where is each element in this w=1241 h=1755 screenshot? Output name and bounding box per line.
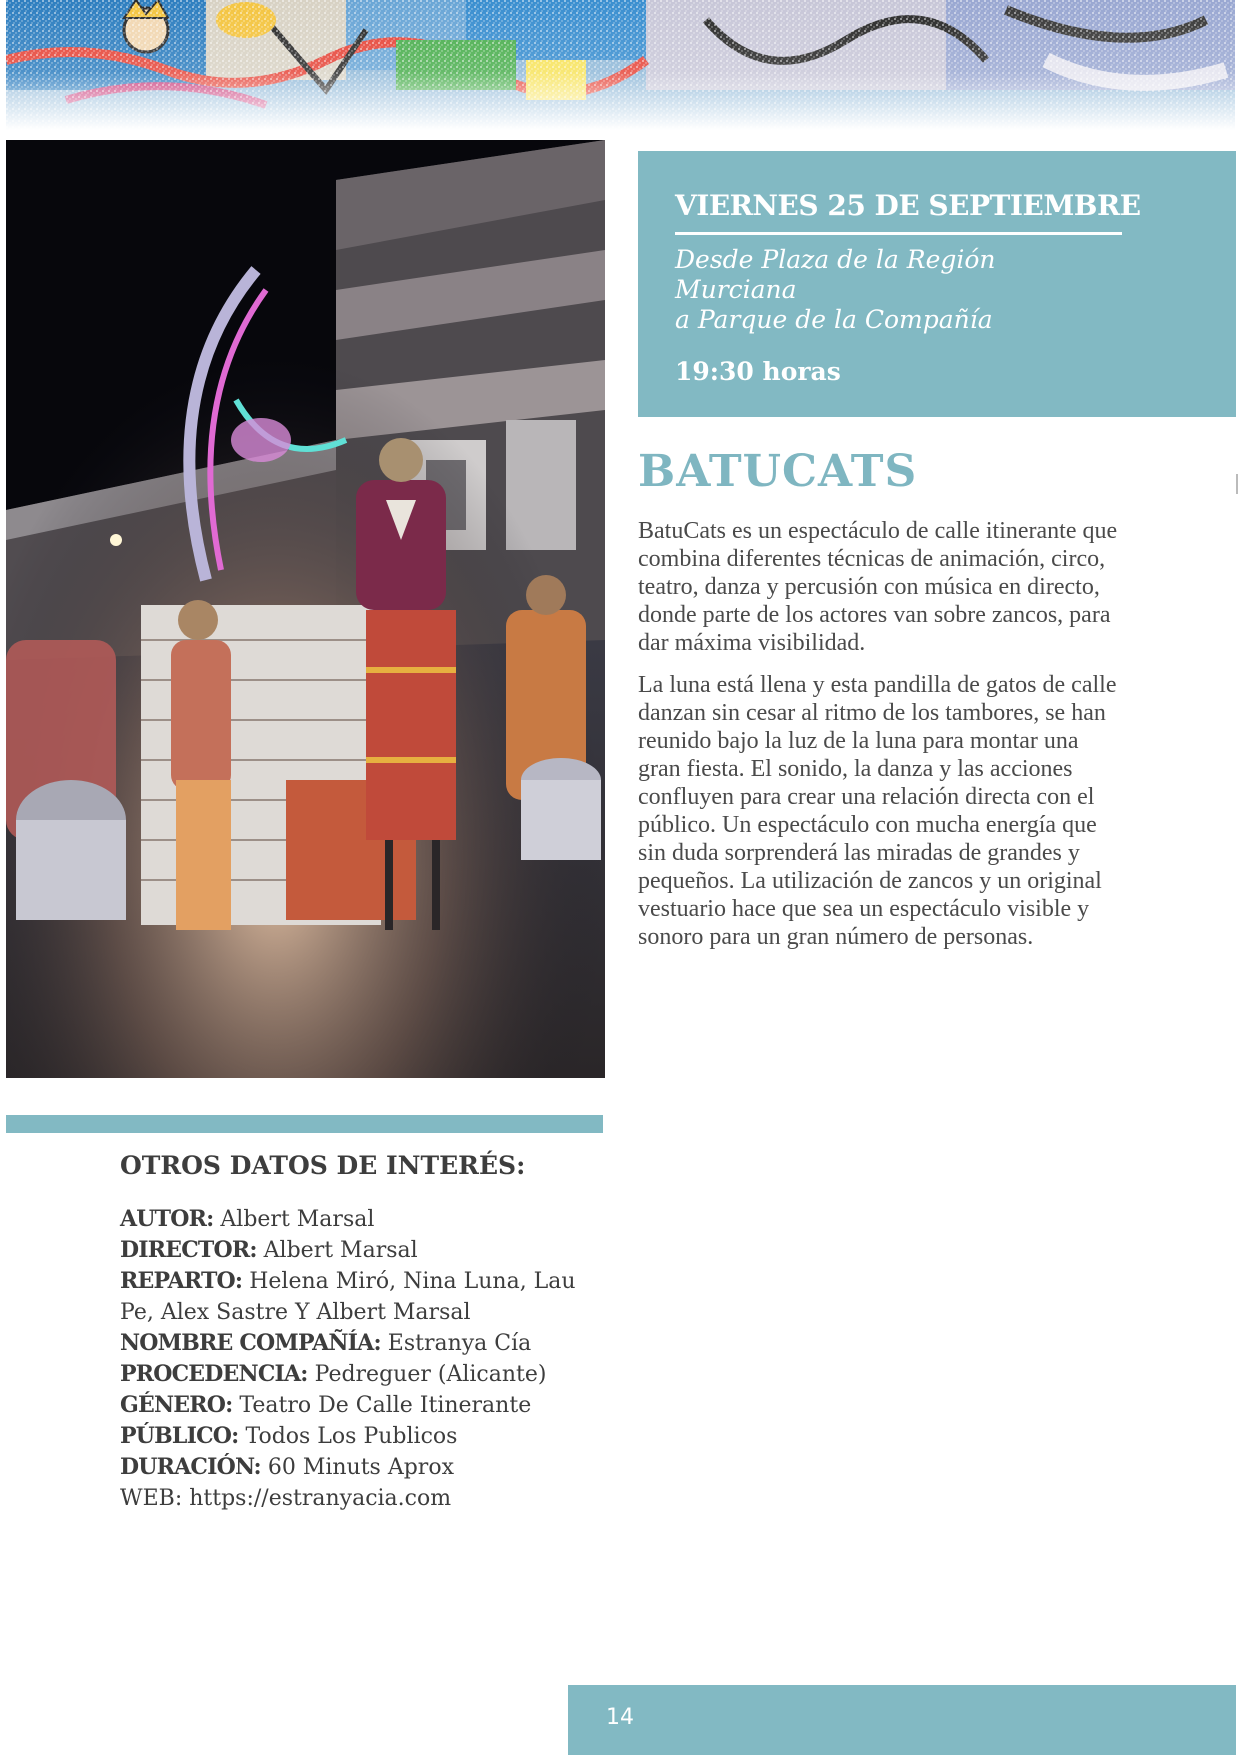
autor-row <box>120 1204 610 1235</box>
footer-bar <box>568 1685 1236 1755</box>
reparto-value: Helena Miró, Nina Luna, Lau Pe, Alex Sastre Y Albert Marsal <box>120 1269 576 1325</box>
description-paragraph-2: La luna está llena y esta pandilla de gatos de calle danzan sin cesar al ritmo de los tambores, se han reunido bajo la luz de la luna para montar una gran fiesta. El sonido, la danza y las acciones confluyen para crear una relación directa con el público. Un espectáculo con mucha energía que sin duda sorprenderá las miradas de grandes y pequeños. La utilización de zancos y un original vestuario hace que sea un espectáculo visible y sonoro para un gran número de personas. <box>638 672 1117 950</box>
other-data-list <box>120 1204 610 1514</box>
publico-label: PÚBLICO: <box>120 1423 239 1449</box>
description-paragraph-1: BatuCats es un espectáculo de calle itinerante que combina diferentes técnicas de animación, circo, teatro, danza y percusión con música en directo, donde parte de los actores van sobre zancos, para dar máxima visibilidad. <box>638 518 1118 656</box>
mural-banner <box>6 0 1235 130</box>
compania-value: Estranya Cía <box>387 1331 532 1356</box>
autor-value: Albert Marsal <box>220 1207 375 1232</box>
section-divider <box>6 1115 603 1133</box>
duracion-row <box>120 1452 610 1483</box>
duracion-value: 60 Minuts Aprox <box>267 1455 454 1480</box>
event-info-box <box>638 151 1236 417</box>
event-place-line1: Desde Plaza de la Región Murciana <box>675 245 996 304</box>
procedencia-row <box>120 1359 610 1390</box>
genero-row <box>120 1390 610 1421</box>
duracion-label: DURACIÓN: <box>120 1454 261 1480</box>
show-description <box>638 517 1122 965</box>
page-number: 14 <box>606 1705 634 1730</box>
performance-photo <box>6 140 605 1078</box>
show-title: BATUCATS <box>638 446 918 497</box>
web-row: WEB: https://estranyacia.com <box>120 1486 452 1511</box>
compania-label: NOMBRE COMPAÑÍA: <box>120 1330 381 1356</box>
procedencia-value: Pedreguer (Alicante) <box>314 1362 547 1387</box>
other-data-title: OTROS DATOS DE INTERÉS: <box>120 1151 526 1180</box>
autor-label: AUTOR: <box>120 1206 214 1232</box>
event-time: 19:30 horas <box>675 357 841 386</box>
genero-value: Teatro De Calle Itinerante <box>239 1393 532 1418</box>
event-place <box>675 245 1125 335</box>
director-row <box>120 1235 610 1266</box>
event-place-line2: a Parque de la Compañía <box>675 305 993 334</box>
edge-mark <box>1236 474 1238 494</box>
reparto-label: REPARTO: <box>120 1268 243 1294</box>
director-label: DIRECTOR: <box>120 1237 257 1263</box>
director-value: Albert Marsal <box>263 1238 418 1263</box>
reparto-row <box>120 1266 610 1328</box>
genero-label: GÉNERO: <box>120 1392 233 1418</box>
compania-row <box>120 1328 610 1359</box>
publico-row <box>120 1421 610 1452</box>
procedencia-label: PROCEDENCIA: <box>120 1361 308 1387</box>
publico-value: Todos Los Publicos <box>245 1424 458 1449</box>
event-date: VIERNES 25 DE SEPTIEMBRE <box>675 189 1122 235</box>
